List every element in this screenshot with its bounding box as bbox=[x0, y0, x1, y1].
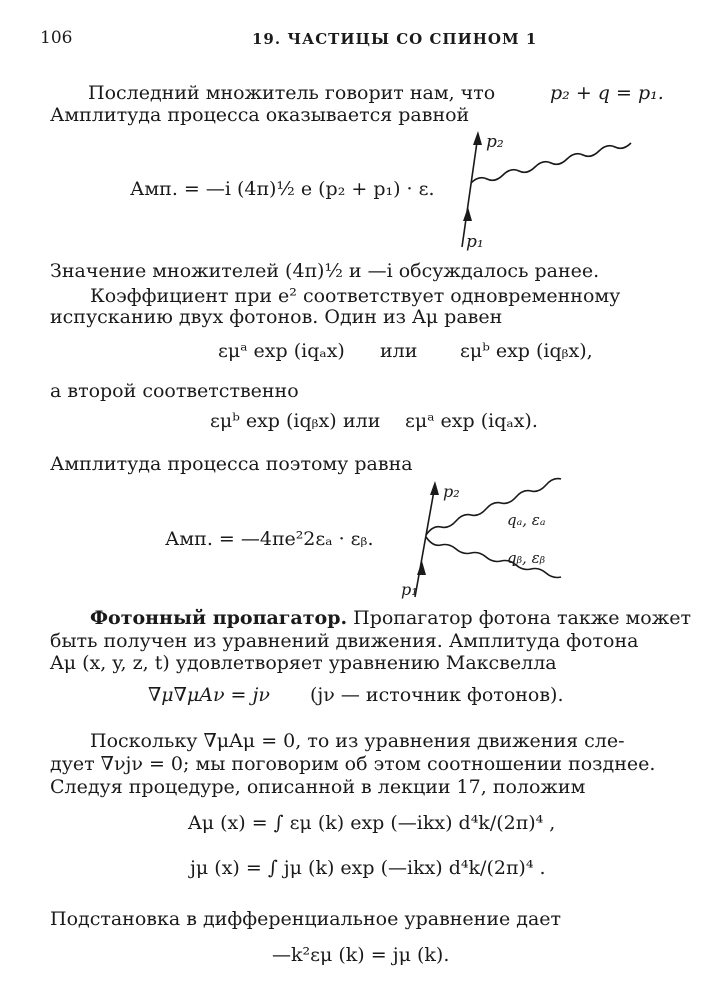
momentum-formula: p₂ + q = p₁. bbox=[550, 82, 664, 104]
paragraph-6-line-2: быть получен из уравнений движения. Амплитуда фотона bbox=[50, 630, 639, 652]
arrow-top-icon bbox=[473, 131, 482, 145]
paragraph-7-line-3: Следуя процедуре, описанной в лекции 17, положим bbox=[50, 776, 586, 798]
paragraph-6-line-1-rest: Пропагатор фотона также может bbox=[353, 607, 691, 629]
amplitude-equation-1: Амп. = —i (4π)½ e (p₂ + p₁) · ε. bbox=[130, 178, 435, 200]
equation-2-or: или bbox=[380, 340, 418, 362]
label-p2: p₂ bbox=[486, 132, 504, 152]
paragraph-2: Значение множителей (4π)½ и —i обсуждалось ранее. bbox=[50, 260, 600, 282]
paragraph-4: а второй соответственно bbox=[50, 380, 299, 402]
feynman-diagram-1 bbox=[450, 125, 680, 255]
maxwell-equation-note: (jν — источник фотонов). bbox=[310, 684, 564, 706]
paragraph-5: Амплитуда процесса поэтому равна bbox=[50, 453, 413, 475]
label-p1: p₁ bbox=[466, 232, 484, 252]
paragraph-1-line-1: Последний множитель говорит нам, что bbox=[88, 82, 496, 104]
running-title: 19. ЧАСТИЦЫ СО СПИНОМ 1 bbox=[252, 30, 538, 48]
arrow-bottom-icon bbox=[463, 207, 472, 221]
fourier-equation-source: jμ (x) = ∫ jμ (k) exp (—ikx) d⁴k/(2π)⁴ . bbox=[190, 857, 546, 879]
label-p1: p₁ bbox=[401, 580, 418, 599]
equation-3-or: или bbox=[343, 410, 381, 432]
page-number: 106 bbox=[40, 28, 73, 48]
label-qb: qᵦ, εᵦ bbox=[507, 549, 546, 567]
label-qa: qₐ, εₐ bbox=[507, 511, 546, 529]
equation-3-left: εμᵇ exp (iqᵦx) bbox=[210, 410, 337, 432]
section-run-in-heading: Фотонный пропагатор. bbox=[90, 607, 348, 629]
paragraph-3-line-1: Коэффициент при e² соответствует одновременному bbox=[90, 285, 621, 307]
equation-3-right: εμᵃ exp (iqₐx). bbox=[405, 410, 538, 432]
paragraph-6-line-3: Aμ (x, y, z, t) удовлетворяет уравнению Максвелла bbox=[50, 652, 557, 674]
paragraph-3-line-2: испусканию двух фотонов. Один из Aμ равен bbox=[50, 306, 503, 328]
electron-line bbox=[415, 485, 435, 597]
paragraph-7-line-1: Поскольку ∇μAμ = 0, то из уравнения движения сле- bbox=[90, 730, 625, 752]
maxwell-equation: ∇μ∇μAν = jν bbox=[148, 684, 270, 706]
paragraph-6-line-1 bbox=[90, 607, 691, 629]
amplitude-equation-2: Амп. = —4πe²2εₐ · εᵦ. bbox=[165, 528, 374, 550]
electron-line bbox=[462, 135, 478, 247]
fourier-equation-amplitude: Aμ (x) = ∫ εμ (k) exp (—ikx) d⁴k/(2π)⁴ , bbox=[188, 812, 556, 834]
equation-2-right: εμᵇ exp (iqᵦx), bbox=[460, 340, 593, 362]
paragraph-1-line-2: Амплитуда процесса оказывается равной bbox=[50, 104, 470, 126]
paragraph-7-line-2: дует ∇νjν = 0; мы поговорим об этом соотношении позднее. bbox=[50, 753, 656, 775]
paragraph-8: Подстановка в дифференциальное уравнение дает bbox=[50, 908, 562, 930]
equation-2-left: εμᵃ exp (iqₐx) bbox=[218, 340, 345, 362]
arrow-bottom-icon bbox=[417, 561, 426, 575]
arrow-top-icon bbox=[430, 481, 439, 495]
feynman-diagram-2 bbox=[395, 475, 615, 605]
result-equation: —k²εμ (k) = jμ (k). bbox=[272, 944, 450, 966]
label-p2: p₂ bbox=[443, 482, 460, 501]
